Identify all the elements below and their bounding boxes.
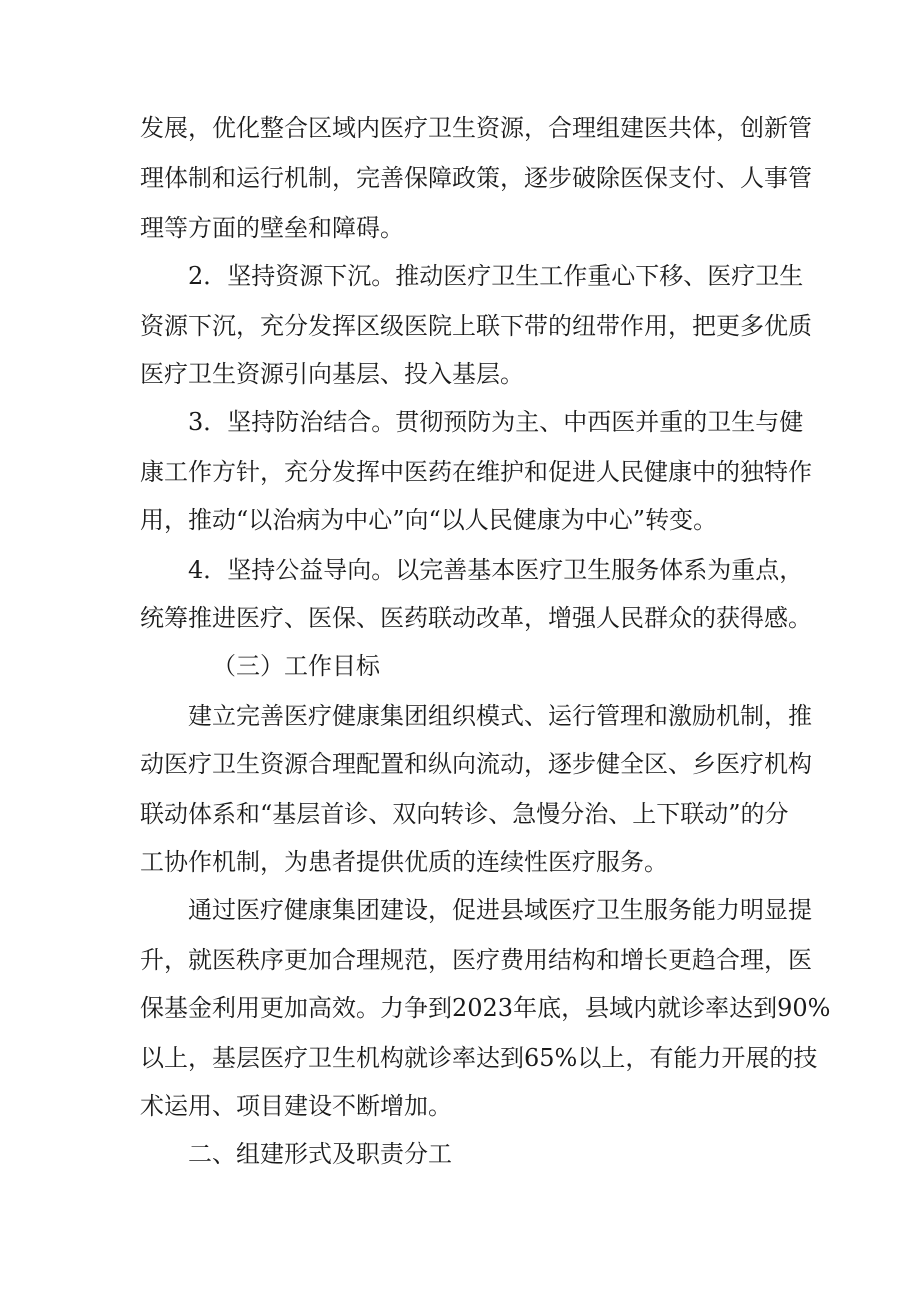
text-line: 术运用、项目建设不断增加。 xyxy=(140,1092,452,1120)
text-line: 3．坚持防治结合。贯彻预防为主、中西医并重的卫生与健 xyxy=(188,408,804,436)
text-line: 通过医疗健康集团建设，促进县域医疗卫生服务能力明显提 xyxy=(188,896,812,924)
text-line: 以上，基层医疗卫生机构就诊率达到65%以上，有能力开展的技 xyxy=(140,1044,818,1072)
text-line: 康工作方针，充分发挥中医药在维护和促进人民健康中的独特作 xyxy=(140,458,812,486)
text-line: 发展，优化整合区域内医疗卫生资源，合理组建医共体，创新管 xyxy=(140,114,812,142)
text-line: 理体制和运行机制，完善保障政策，逐步破除医保支付、人事管 xyxy=(140,164,812,192)
text-line: 2．坚持资源下沉。推动医疗卫生工作重心下移、医疗卫生 xyxy=(188,262,804,290)
text-line: 动医疗卫生资源合理配置和纵向流动，逐步健全区、乡医疗机构 xyxy=(140,750,812,778)
text-line: 工协作机制，为患者提供优质的连续性医疗服务。 xyxy=(140,848,668,876)
text-line: 升，就医秩序更加合理规范，医疗费用结构和增长更趋合理，医 xyxy=(140,946,812,974)
section-heading: （三）工作目标 xyxy=(212,652,380,680)
text-line: 统筹推进医疗、医保、医药联动改革，增强人民群众的获得感。 xyxy=(140,604,812,632)
text-line: 资源下沉，充分发挥区级医院上联下带的纽带作用，把更多优质 xyxy=(140,312,812,340)
text-line: 联动体系和“基层首诊、双向转诊、急慢分治、上下联动”的分 xyxy=(140,800,789,828)
text-line: 建立完善医疗健康集团组织模式、运行管理和激励机制，推 xyxy=(188,702,812,730)
text-line: 理等方面的壁垒和障碍。 xyxy=(140,214,404,242)
text-line: 保基金利用更加高效。力争到2023年底，县域内就诊率达到90% xyxy=(140,994,831,1022)
text-line: 4．坚持公益导向。以完善基本医疗卫生服务体系为重点， xyxy=(188,556,804,584)
text-line: 医疗卫生资源引向基层、投入基层。 xyxy=(140,360,524,388)
section-heading: 二、组建形式及职责分工 xyxy=(188,1140,452,1168)
text-line: 用，推动“以治病为中心”向“以人民健康为中心”转变。 xyxy=(140,506,718,534)
